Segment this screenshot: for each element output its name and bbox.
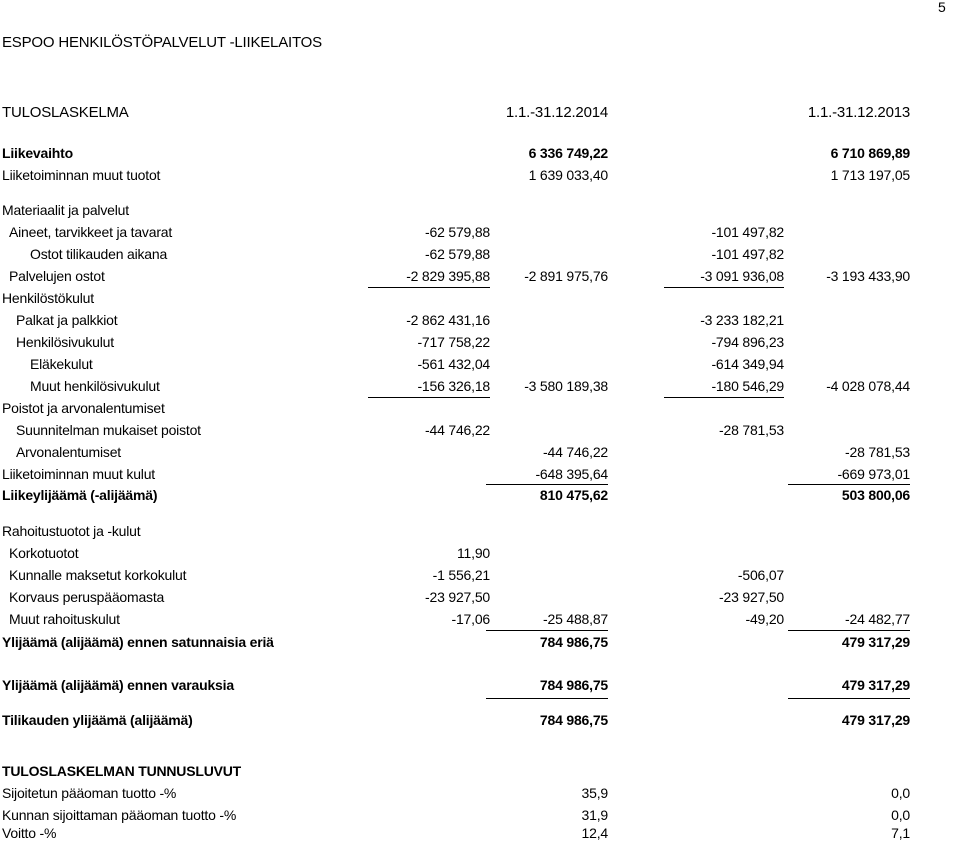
kpi-value: 7,1 [891, 825, 910, 841]
row-value: -1 556,21 [432, 567, 490, 583]
row-value: -44 746,22 [425, 422, 490, 438]
row-label: Eläkekulut [30, 356, 93, 372]
row-value: 6 336 749,22 [528, 145, 608, 161]
row-value: -561 432,04 [417, 356, 490, 372]
kpi-value: 0,0 [891, 785, 910, 801]
row-label: Ylijäämä (alijäämä) ennen satunnaisia eriä [2, 634, 274, 650]
row-label: Muut henkilösivukulut [30, 378, 160, 394]
period-2014: 1.1.-31.12.2014 [505, 104, 608, 121]
row-value: -669 973,01 [837, 466, 910, 482]
row-value: -3 233 182,21 [700, 312, 784, 328]
row-value: -794 896,23 [711, 334, 784, 350]
kpi-title: TULOSLASKELMAN TUNNUSLUVUT [2, 763, 242, 779]
period-2013: 1.1.-31.12.2013 [807, 104, 910, 121]
row-value: -3 193 433,90 [826, 268, 910, 284]
row-value: -2 891 975,76 [524, 268, 608, 284]
statement-title: TULOSLASKELMA [2, 104, 129, 121]
underline [486, 698, 608, 699]
row-value: -24 482,77 [845, 611, 910, 627]
row-value: -23 927,50 [425, 589, 490, 605]
row-label: Liiketoiminnan muut tuotot [2, 167, 161, 183]
row-label: Arvonalentumiset [16, 444, 121, 460]
row-label: Palvelujen ostot [9, 268, 105, 284]
row-label: Korvaus peruspääomasta [9, 589, 165, 605]
row-value: -62 579,88 [425, 224, 490, 240]
row-value: 479 317,29 [841, 634, 910, 650]
row-label: Aineet, tarvikkeet ja tavarat [9, 224, 173, 240]
row-value: 6 710 869,89 [830, 145, 910, 161]
row-value: -3 091 936,08 [700, 268, 784, 284]
row-label: Kunnalle maksetut korkokulut [9, 567, 187, 583]
row-label: Henkilösivukulut [16, 334, 114, 350]
row-value: -717 758,22 [417, 334, 490, 350]
section-label: Rahoitustuotot ja -kulut [2, 523, 141, 539]
row-label: Ylijäämä (alijäämä) ennen varauksia [2, 677, 234, 693]
row-label: Korkotuotot [9, 545, 79, 561]
underline [664, 397, 784, 398]
underline [368, 287, 490, 288]
row-value: 1 713 197,05 [830, 167, 910, 183]
row-label: Liikevaihto [2, 145, 73, 161]
row-label: Muut rahoituskulut [9, 611, 120, 627]
row-value: -101 497,82 [711, 224, 784, 240]
row-value: 784 986,75 [539, 712, 608, 728]
row-value: 503 800,06 [841, 487, 910, 503]
row-value: -180 546,29 [711, 378, 784, 394]
kpi-label: Voitto -% [2, 825, 57, 841]
kpi-value: 31,9 [581, 807, 608, 823]
underline [486, 484, 608, 485]
underline [788, 698, 910, 699]
underline [664, 287, 784, 288]
underline [788, 484, 910, 485]
section-label: Henkilöstökulut [2, 290, 94, 306]
row-value: -49,20 [745, 611, 784, 627]
row-label: Tilikauden ylijäämä (alijäämä) [2, 712, 193, 728]
page-number: 5 [938, 0, 946, 15]
row-value: 810 475,62 [539, 487, 608, 503]
row-value: -23 927,50 [719, 589, 784, 605]
row-value: 1 639 033,40 [528, 167, 608, 183]
row-label: Suunnitelman mukaiset poistot [16, 422, 201, 438]
row-value: -28 781,53 [845, 444, 910, 460]
row-value: 479 317,29 [841, 677, 910, 693]
row-value: -2 862 431,16 [406, 312, 490, 328]
underline [368, 397, 490, 398]
kpi-label: Sijoitetun pääoman tuotto -% [2, 785, 177, 801]
kpi-label: Kunnan sijoittaman pääoman tuotto -% [2, 807, 237, 823]
row-label: Liikeylijäämä (-alijäämä) [2, 487, 158, 503]
row-value: 784 986,75 [539, 634, 608, 650]
row-value: -44 746,22 [543, 444, 608, 460]
org-title: ESPOO HENKILÖSTÖPALVELUT -LIIKELAITOS [2, 34, 322, 51]
row-value: -4 028 078,44 [826, 378, 910, 394]
row-value: -28 781,53 [719, 422, 784, 438]
section-label: Poistot ja arvonalentumiset [2, 400, 165, 416]
row-value: 784 986,75 [539, 677, 608, 693]
row-value: -506,07 [737, 567, 784, 583]
kpi-value: 35,9 [581, 785, 608, 801]
row-value: -17,06 [451, 611, 490, 627]
kpi-value: 0,0 [891, 807, 910, 823]
row-value: 11,90 [457, 545, 490, 561]
row-label: Ostot tilikauden aikana [30, 246, 168, 262]
row-value: -648 395,64 [535, 466, 608, 482]
kpi-value: 12,4 [581, 825, 608, 841]
row-value: -156 326,18 [417, 378, 490, 394]
row-label: Palkat ja palkkiot [16, 312, 118, 328]
row-value: -101 497,82 [711, 246, 784, 262]
underline [486, 630, 608, 631]
row-label: Liiketoiminnan muut kulut [2, 466, 155, 482]
row-value: -62 579,88 [425, 246, 490, 262]
row-value: -25 488,87 [543, 611, 608, 627]
row-value: -3 580 189,38 [524, 378, 608, 394]
section-label: Materiaalit ja palvelut [2, 202, 129, 218]
underline [788, 630, 910, 631]
row-value: 479 317,29 [841, 712, 910, 728]
row-value: -614 349,94 [711, 356, 784, 372]
row-value: -2 829 395,88 [406, 268, 490, 284]
